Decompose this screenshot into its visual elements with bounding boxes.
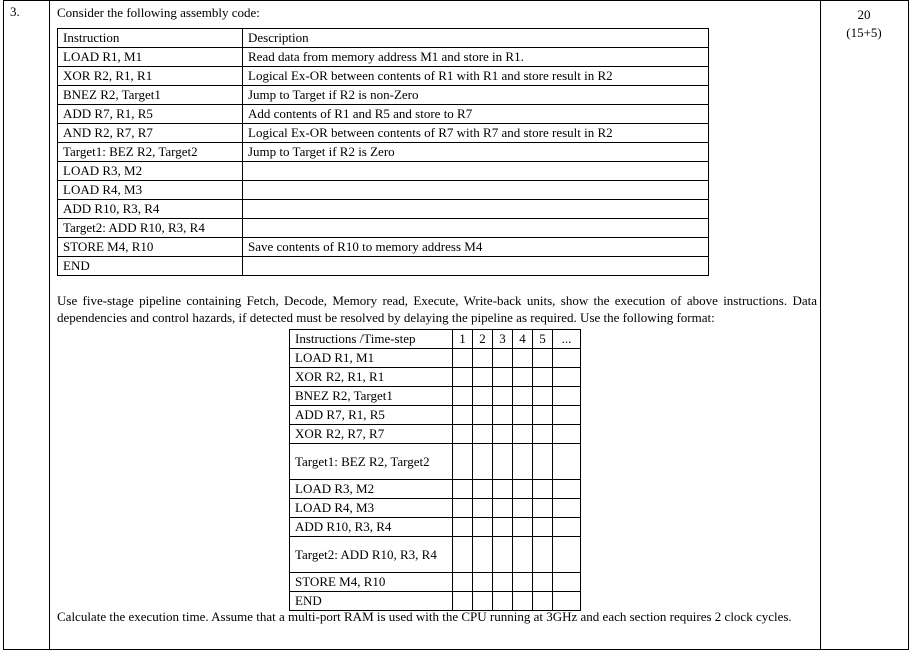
- pipeline-instruction-cell: XOR R2, R1, R1: [290, 368, 453, 387]
- table-row: [290, 368, 581, 387]
- pipeline-stage-cell: [513, 573, 533, 592]
- pipeline-stage-cell: [493, 387, 513, 406]
- pipeline-stage-cell: [553, 499, 581, 518]
- table-row: [58, 257, 709, 276]
- pipeline-stage-cell: [533, 573, 553, 592]
- pipeline-stage-cell: [453, 480, 473, 499]
- pipeline-instruction-cell: ADD R10, R3, R4: [290, 518, 453, 537]
- description-cell: [243, 219, 709, 238]
- pipeline-stage-cell: [533, 425, 553, 444]
- assembly-code-table: [57, 28, 709, 276]
- description-cell: Jump to Target if R2 is Zero: [243, 143, 709, 162]
- pipeline-format-table: [289, 329, 581, 611]
- execution-time-paragraph: Calculate the execution time. Assume that a multi-port RAM is used with the CPU running at 3GHz and each section requires 2 clock cycles.: [57, 609, 792, 624]
- pipeline-stage-cell: [493, 573, 513, 592]
- pipeline-instruction-cell: Target2: ADD R10, R3, R4: [290, 537, 453, 573]
- table-row: [58, 238, 709, 257]
- description-cell: [243, 181, 709, 200]
- pipeline-instruction-cell: XOR R2, R7, R7: [290, 425, 453, 444]
- header-instruction: Instruction: [58, 29, 243, 48]
- pipeline-stage-cell: [473, 406, 493, 425]
- pipeline-stage-cell: [473, 444, 493, 480]
- instruction-cell: STORE M4, R10: [58, 238, 243, 257]
- description-cell: Logical Ex-OR between contents of R7 with R7 and store result in R2: [243, 124, 709, 143]
- pipeline-stage-cell: [513, 368, 533, 387]
- pipeline-stage-cell: [453, 425, 473, 444]
- pipeline-header-row: [290, 330, 581, 349]
- description-cell: Read data from memory address M1 and store in R1.: [243, 48, 709, 67]
- marks-breakdown: (15+5): [846, 25, 882, 40]
- pipeline-stage-cell: [513, 444, 533, 480]
- description-cell: [243, 162, 709, 181]
- pipeline-stage-cell: [493, 480, 513, 499]
- instruction-cell: AND R2, R7, R7: [58, 124, 243, 143]
- pipeline-stage-cell: [493, 537, 513, 573]
- description-cell: [243, 257, 709, 276]
- description-cell: [243, 200, 709, 219]
- instruction-cell: BNEZ R2, Target1: [58, 86, 243, 105]
- pipeline-stage-cell: [553, 349, 581, 368]
- instruction-cell: ADD R10, R3, R4: [58, 200, 243, 219]
- pipeline-stage-cell: [513, 425, 533, 444]
- table-row: [58, 143, 709, 162]
- time-step-header: 5: [533, 330, 553, 349]
- time-step-header: 3: [493, 330, 513, 349]
- pipeline-stage-cell: [533, 387, 553, 406]
- pipeline-stage-cell: [473, 368, 493, 387]
- pipeline-stage-cell: [533, 518, 553, 537]
- table-row: [290, 499, 581, 518]
- table-row: [290, 406, 581, 425]
- pipeline-stage-cell: [533, 349, 553, 368]
- header-instructions-time-step: Instructions /Time-step: [290, 330, 453, 349]
- table-row: [290, 573, 581, 592]
- table-row: [58, 67, 709, 86]
- table-row: [290, 349, 581, 368]
- table-row: [58, 200, 709, 219]
- pipeline-stage-cell: [553, 537, 581, 573]
- pipeline-stage-cell: [513, 349, 533, 368]
- number-column-divider: [49, 0, 50, 650]
- pipeline-stage-cell: [493, 518, 513, 537]
- table-row: [290, 537, 581, 573]
- table-row: [58, 219, 709, 238]
- pipeline-stage-cell: [533, 444, 553, 480]
- instruction-cell: LOAD R1, M1: [58, 48, 243, 67]
- pipeline-instructions-paragraph: Use five-stage pipeline containing Fetch, Decode, Memory read, Execute, Write-back units, show the execution of above instructions. Data dependencies and control hazards, if detected must be resolved by delaying the pipeline as required. Use the following format:: [57, 293, 817, 325]
- pipeline-stage-cell: [533, 406, 553, 425]
- pipeline-stage-cell: [493, 425, 513, 444]
- pipeline-stage-cell: [533, 368, 553, 387]
- pipeline-stage-cell: [453, 537, 473, 573]
- pipeline-stage-cell: [453, 349, 473, 368]
- header-description: Description: [243, 29, 709, 48]
- table-row: [290, 444, 581, 480]
- pipeline-stage-cell: [513, 537, 533, 573]
- pipeline-stage-cell: [453, 499, 473, 518]
- pipeline-stage-cell: [473, 349, 493, 368]
- instruction-cell: Target2: ADD R10, R3, R4: [58, 219, 243, 238]
- table-row: [290, 518, 581, 537]
- pipeline-stage-cell: [553, 425, 581, 444]
- instruction-cell: ADD R7, R1, R5: [58, 105, 243, 124]
- pipeline-stage-cell: [533, 537, 553, 573]
- instruction-cell: Target1: BEZ R2, Target2: [58, 143, 243, 162]
- pipeline-stage-cell: [473, 425, 493, 444]
- pipeline-stage-cell: [553, 444, 581, 480]
- pipeline-stage-cell: [553, 387, 581, 406]
- pipeline-instruction-cell: LOAD R4, M3: [290, 499, 453, 518]
- pipeline-stage-cell: [453, 406, 473, 425]
- pipeline-instruction-cell: END: [290, 592, 453, 611]
- pipeline-stage-cell: [513, 387, 533, 406]
- pipeline-stage-cell: [513, 406, 533, 425]
- pipeline-stage-cell: [553, 480, 581, 499]
- table-row: [290, 387, 581, 406]
- marks-column-divider: [820, 0, 821, 650]
- instruction-cell: LOAD R4, M3: [58, 181, 243, 200]
- question-prompt: Consider the following assembly code:: [57, 5, 260, 20]
- pipeline-stage-cell: [553, 518, 581, 537]
- pipeline-instruction-cell: LOAD R3, M2: [290, 480, 453, 499]
- table-row: [58, 105, 709, 124]
- pipeline-stage-cell: [473, 537, 493, 573]
- pipeline-stage-cell: [553, 573, 581, 592]
- marks-total: 20: [857, 7, 871, 22]
- instruction-cell: END: [58, 257, 243, 276]
- pipeline-instruction-cell: LOAD R1, M1: [290, 349, 453, 368]
- instruction-cell: LOAD R3, M2: [58, 162, 243, 181]
- pipeline-instruction-cell: Target1: BEZ R2, Target2: [290, 444, 453, 480]
- code-table-header: [58, 29, 709, 48]
- pipeline-stage-cell: [453, 573, 473, 592]
- question-number: 3.: [10, 4, 20, 19]
- pipeline-instruction-cell: STORE M4, R10: [290, 573, 453, 592]
- top-border: [3, 0, 909, 2]
- pipeline-stage-cell: [493, 444, 513, 480]
- time-step-header: 2: [473, 330, 493, 349]
- pipeline-stage-cell: [473, 518, 493, 537]
- pipeline-stage-cell: [533, 480, 553, 499]
- pipeline-stage-cell: [513, 518, 533, 537]
- table-row: [290, 480, 581, 499]
- pipeline-stage-cell: [473, 387, 493, 406]
- table-row: [58, 162, 709, 181]
- pipeline-stage-cell: [493, 349, 513, 368]
- time-step-header: 1: [453, 330, 473, 349]
- pipeline-stage-cell: [553, 368, 581, 387]
- pipeline-stage-cell: [533, 499, 553, 518]
- time-step-header: 4: [513, 330, 533, 349]
- pipeline-stage-cell: [493, 406, 513, 425]
- table-row: [58, 181, 709, 200]
- pipeline-stage-cell: [493, 499, 513, 518]
- pipeline-stage-cell: [473, 480, 493, 499]
- pipeline-stage-cell: [453, 444, 473, 480]
- pipeline-instruction-cell: BNEZ R2, Target1: [290, 387, 453, 406]
- table-row: [58, 86, 709, 105]
- pipeline-instruction-cell: ADD R7, R1, R5: [290, 406, 453, 425]
- table-row: [58, 124, 709, 143]
- pipeline-stage-cell: [453, 518, 473, 537]
- pipeline-stage-cell: [513, 480, 533, 499]
- pipeline-stage-cell: [453, 387, 473, 406]
- description-cell: Logical Ex-OR between contents of R1 with R1 and store result in R2: [243, 67, 709, 86]
- instruction-cell: XOR R2, R1, R1: [58, 67, 243, 86]
- pipeline-stage-cell: [473, 573, 493, 592]
- description-cell: Jump to Target if R2 is non-Zero: [243, 86, 709, 105]
- description-cell: Save contents of R10 to memory address M4: [243, 238, 709, 257]
- pipeline-stage-cell: [453, 368, 473, 387]
- time-step-header: ...: [553, 330, 581, 349]
- table-row: [58, 48, 709, 67]
- pipeline-stage-cell: [493, 368, 513, 387]
- description-cell: Add contents of R1 and R5 and store to R7: [243, 105, 709, 124]
- pipeline-stage-cell: [513, 499, 533, 518]
- pipeline-stage-cell: [473, 499, 493, 518]
- table-row: [290, 425, 581, 444]
- marks-cell: [828, 6, 900, 42]
- pipeline-stage-cell: [553, 406, 581, 425]
